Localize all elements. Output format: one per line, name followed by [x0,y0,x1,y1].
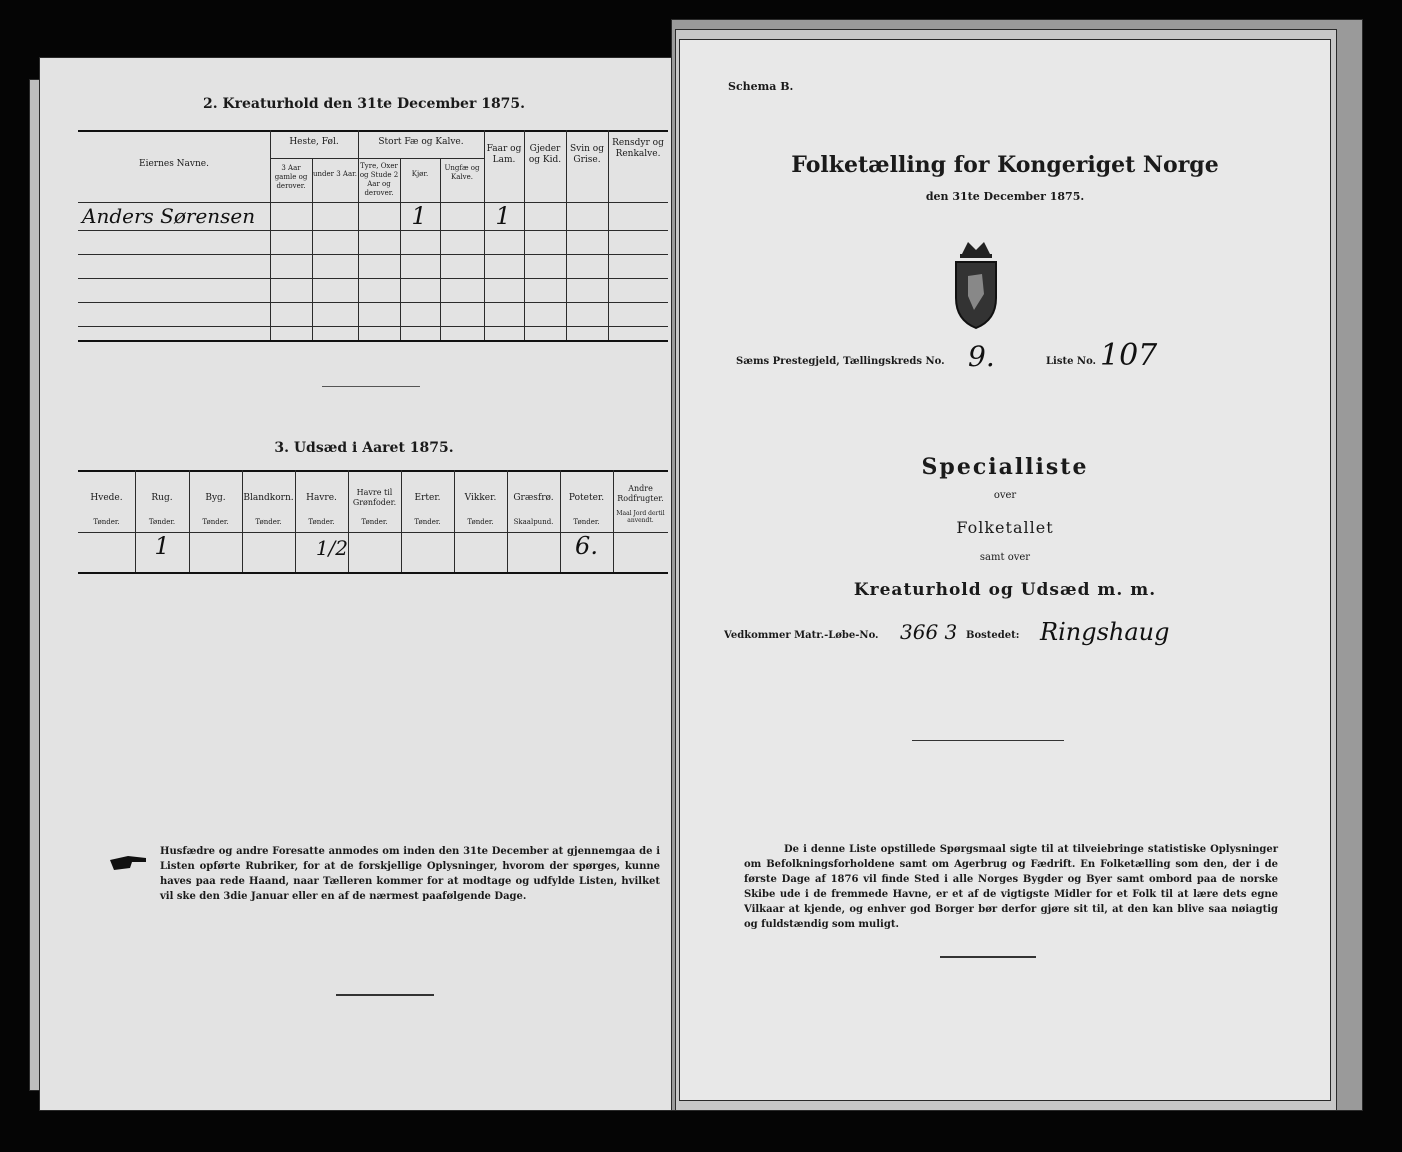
schema-label: Schema B. [728,80,794,93]
right-page [680,40,1330,1100]
goats-header: Gjeder og Kid. [528,144,562,165]
seed-header-poteter: Poteter. [568,493,605,503]
notice-text: Husfædre og andre Foresatte anmodes om inden den 31te December at gjennemgaa de i Listen opførte Rubriker, for at de forskjellige Oplysninger, hvorom der spørges, kunne haves paa rede Haand, naar Tælleren kommer for at modtage og udfylde Listen, hvilket vil ske den 3die Januar eller en af de nærmest paafølgende Dage. [160,846,660,902]
specialliste-title: Specialliste [921,454,1089,480]
seed-table [78,470,668,574]
tellingskreds-number: 9. [968,340,995,373]
owner-name: Anders Sørensen [82,204,256,228]
reindeer-header: Rensdyr og Renkalve. [612,138,664,159]
seed-unit-hvede: Tønder. [93,518,120,526]
livestock-table [78,130,668,342]
cattle-sub1: Tyre, Oxer og Stude 2 Aar og derover. [359,162,399,197]
seed-header-vikker: Vikker. [464,493,497,503]
divider-right-bottom [940,956,1036,958]
kjor-value: 1 [411,202,427,230]
horses-sub1: 3 Aar gamle og derover. [274,164,308,190]
divider-bottom [336,994,434,996]
sheep-header: Faar og Lam. [486,144,522,165]
poteter-value: 6. [575,532,598,560]
intro-paragraph: De i denne Liste opstillede Spørgsmaal sigte til at tilveiebringe statistiske Oplysninger om Befolkningsforholdene samt om Agerbrug og Fædrift. En Folketælling som den, der i de første Dage af 1876 vil finde Sted i alle Norges Bygder og Byer samt ombord paa de norske Skibe ude i de fremmede Havne, er et af de vigtigste Midler for et Folk til at lære dets egne Vilkaar at kjende, og enhver god Borger bør derfor gjøre sit til, at den kan blive saa nøiagtig og fuldstændig som muligt. [744,844,1278,930]
bostedet-label: Bostedet: [966,630,1020,641]
prestegjeld-label: Sæms Prestegjeld, Tællingskreds No. [736,356,945,367]
divider [322,386,420,387]
liste-label: Liste No. [1046,356,1097,367]
cattle-sub2: Kjør. [411,170,429,178]
seed-header-erter: Erter. [414,493,441,503]
bostedet-value: Ringshaug [1040,618,1170,646]
seed-header-graesfro: Græsfrø. [513,493,554,503]
seed-unit-vikker: Tønder. [467,518,494,526]
section2-title: 2. Kreaturhold den 31te December 1875. [202,96,526,112]
faar-value: 1 [495,202,511,230]
cattle-sub3: Ungfæ og Kalve. [444,164,480,181]
seed-header-hvede: Hvede. [90,493,123,503]
seed-unit-rodfrugter: Maal Jord dertil anvendt. [616,510,665,524]
matr-number: 366 3 [900,620,958,644]
samt-over-label: samt over [979,552,1031,563]
seed-unit-havre: Tønder. [308,518,335,526]
horses-sub2: under 3 Aar. [313,170,357,178]
main-date: den 31te December 1875. [925,190,1085,203]
seed-header-blandkorn: Blandkorn. [243,493,294,503]
seed-header-rug: Rug. [151,493,173,503]
kreaturhold-title: Kreaturhold og Udsæd m. m. [853,580,1157,600]
seed-unit-graesfro: Skaalpund. [513,518,554,526]
horses-header: Heste, Føl. [289,137,339,147]
seed-unit-blandkorn: Tønder. [255,518,282,526]
seed-header-byg: Byg. [205,493,226,503]
seed-unit-gronfoder: Tønder. [361,518,388,526]
seed-header-gronfoder: Havre til Grønfoder. [352,488,397,507]
havre-value: 1/2 [315,536,348,560]
section3-title: 3. Udsæd i Aaret 1875. [274,440,454,456]
seed-unit-byg: Tønder. [202,518,229,526]
coat-of-arms-icon [948,236,1004,332]
cattle-header: Stort Fæ og Kalve. [378,137,464,147]
owner-header: Eiernes Navne. [139,159,209,169]
pigs-header: Svin og Grise. [570,144,604,165]
seed-unit-erter: Tønder. [414,518,441,526]
divider-right [912,740,1064,741]
seed-header-havre: Havre. [306,493,337,503]
seed-unit-rug: Tønder. [148,518,176,526]
seed-header-rodfrugter: Andre Rodfrugter. [617,484,664,503]
folketallet-title: Folketallet [956,518,1054,537]
left-page [40,58,688,1110]
seed-unit-poteter: Tønder. [573,518,600,526]
over-label-1: over [993,490,1017,501]
rug-value: 1 [154,532,170,560]
liste-number: 107 [1100,338,1158,373]
pointing-hand-icon [108,850,148,872]
main-title: Folketælling for Kongeriget Norge [791,152,1219,178]
matr-label: Vedkommer Matr.-Løbe-No. [724,630,879,641]
